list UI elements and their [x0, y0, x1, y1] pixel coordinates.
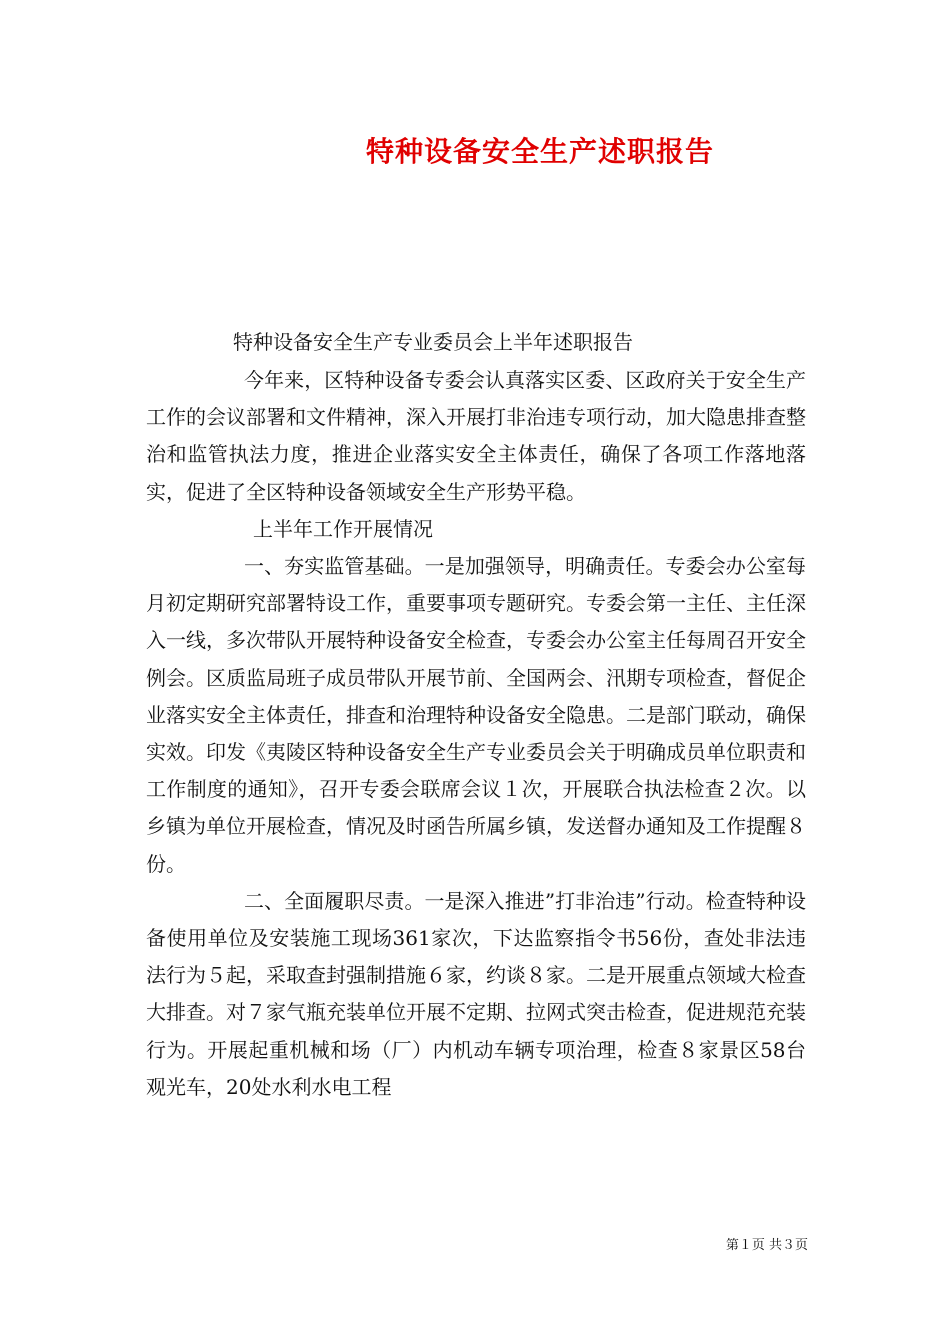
- page-number: 第１页 共３页: [725, 1238, 808, 1253]
- document-title: 特种设备安全生产述职报告: [365, 135, 714, 168]
- section-two-paragraph: 二、全面履职尽责。一是深入推进”打非治违”行动。检查特种设备使用单位及安装施工现场361家次，下达监察指令书56份，查处非法违法行为５起，采取查封强制措施６家，约谈８家。二是开展重点领域大检查大排查。对７家气瓶充装单位开展不定期、拉网式突击检查，促进规范充装行为。开展起重机械和场（厂）内机动车辆专项治理，检查８家景区58台观光车，20处水利水电工程: [146, 888, 806, 1099]
- section-one-paragraph: 一、夯实监管基础。一是加强领导，明确责任。专委会办公室每月初定期研究部署特设工作，重要事项专题研究。专委会第一主任、主任深入一线，多次带队开展特种设备安全检查，专委会办公室主任每周召开安全例会。区质监局班子成员带队开展节前、全国两会、汛期专项检查，督促企业落实安全主体责任，排查和治理特种设备安全隐患。二是部门联动，确保实效。印发《夷陵区特种设备安全生产专业委员会关于明确成员单位职责和工作制度的通知》，召开专委会联席会议１次，开展联合执法检查２次。以乡镇为单位开展检查，情况及时函告所属乡镇，发送督办通知及工作提醒８份。: [146, 554, 806, 876]
- intro-paragraph: 今年来，区特种设备专委会认真落实区委、区政府关于安全生产工作的会议部署和文件精神，深入开展打非治违专项行动，加大隐患排查整治和监管执法力度，推进企业落实安全主体责任，确保了各项工作落地落实，促进了全区特种设备领域安全生产形势平稳。: [146, 368, 806, 504]
- document-subtitle: 特种设备安全生产专业委员会上半年述职报告: [233, 330, 633, 354]
- section-heading: 上半年工作开展情况: [253, 516, 433, 541]
- document-body: [146, 362, 806, 1106]
